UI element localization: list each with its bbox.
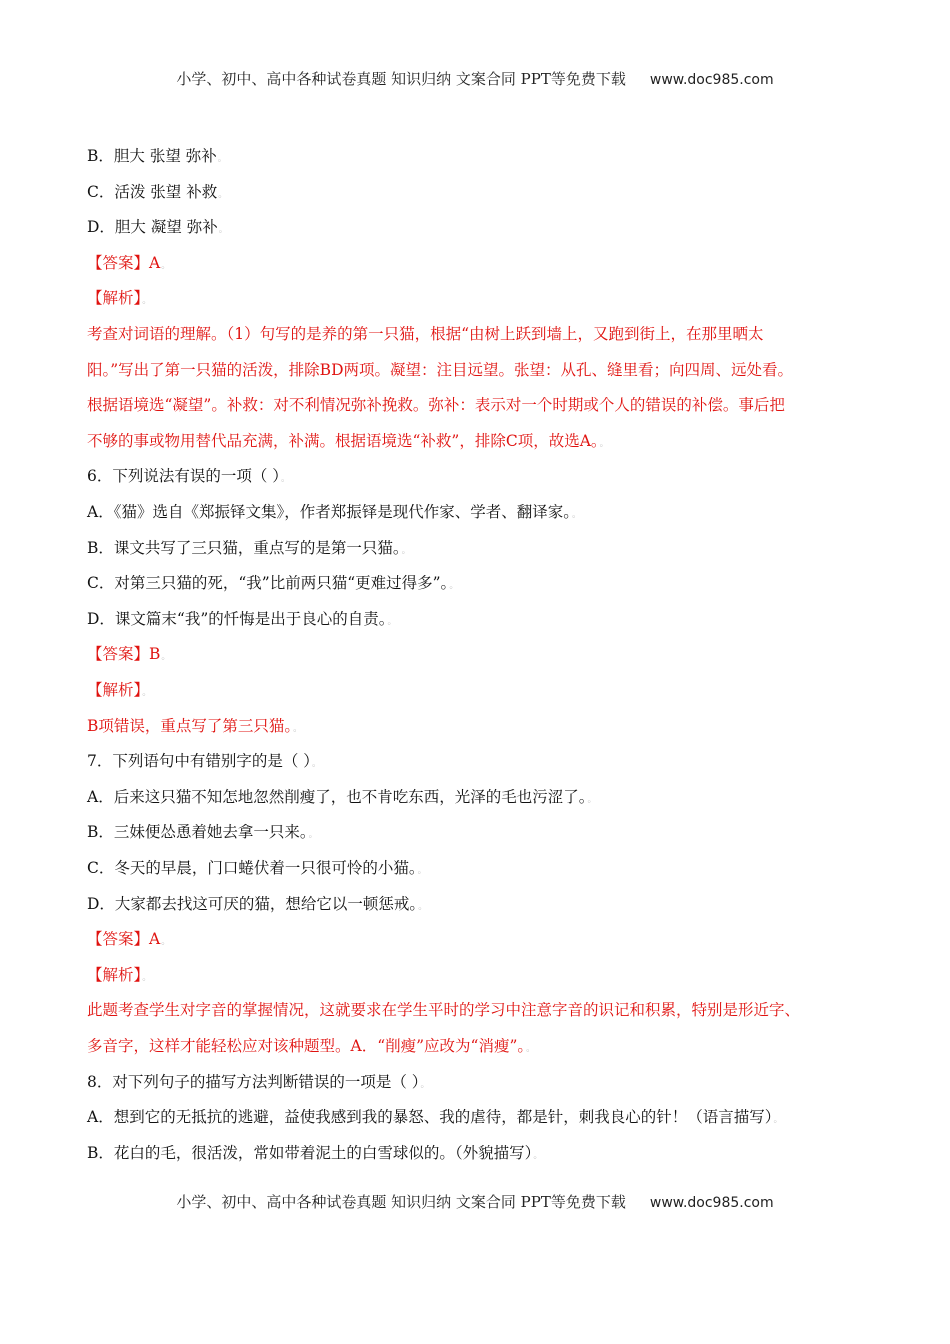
doc-line xyxy=(87,964,151,989)
doc-line-text: D．大家都去找这可厌的猫，想给它以一顿惩戒。 xyxy=(87,894,418,913)
paragraph-mark: 。 xyxy=(587,794,597,805)
doc-line-text: A．后来这只猫不知怎地忽然削瘦了，也不肯吃东西，光泽的毛也污涩了。 xyxy=(87,787,587,806)
doc-line xyxy=(87,359,793,381)
doc-line xyxy=(87,465,290,490)
doc-line-text: D．胆大 凝望 弥补 xyxy=(87,218,218,237)
doc-line-text: 考查对词语的理解。（1）句写的是养的第一只猫，根据“由树上跃到墙上，又跑到街上，在那里晒太 xyxy=(87,325,764,343)
paragraph-mark: 。 xyxy=(142,972,152,983)
paragraph-mark: 。 xyxy=(401,545,411,556)
paragraph-mark: 。 xyxy=(161,260,171,271)
doc-line xyxy=(87,430,609,455)
doc-line xyxy=(87,501,581,526)
doc-line xyxy=(87,715,302,740)
doc-line-text: 【解析】 xyxy=(87,289,142,308)
doc-line-text: 8．对下列句子的描写方法判断错误的一项是（ ） xyxy=(87,1072,420,1091)
doc-line xyxy=(87,572,458,597)
paragraph-mark: 。 xyxy=(293,723,303,734)
doc-line xyxy=(87,643,170,668)
paragraph-mark: 。 xyxy=(218,225,228,236)
doc-line-text: A．想到它的无抵抗的逃避，益使我感到我的暴怒、我的虐待，都是针，刺我良心的针！（语言描写） xyxy=(87,1108,773,1127)
doc-line xyxy=(87,1071,430,1096)
doc-line xyxy=(87,145,227,170)
doc-line-text: C．对第三只猫的死，“我”比前两只猫“更难过得多”。 xyxy=(87,574,449,593)
doc-line-text: 7．下列语句中有错别字的是（ ） xyxy=(87,752,312,771)
doc-line-text: 6．下列说法有误的一项（ ） xyxy=(87,467,281,486)
paragraph-mark: 。 xyxy=(218,189,228,200)
doc-line-text: 阳。”写出了第一只猫的活泼，排除BD两项。凝望：注目远望。张望：从孔、缝里看；向四周、远处看。 xyxy=(87,360,793,379)
paragraph-mark: 。 xyxy=(161,652,171,663)
header-url: www.doc985.com xyxy=(649,72,774,88)
doc-line xyxy=(87,679,151,704)
doc-line-text: D．课文篇末“我”的忏悔是出于良心的自责。 xyxy=(87,609,387,628)
footer-url: www.doc985.com xyxy=(649,1195,774,1211)
paragraph-mark: 。 xyxy=(142,296,152,307)
paragraph-mark: 。 xyxy=(533,1150,543,1161)
doc-line xyxy=(87,786,596,811)
paragraph-mark: 。 xyxy=(449,581,459,592)
page-header xyxy=(0,68,950,89)
doc-line-text: B．花白的毛，很活泼，常如带着泥土的白雪球似的。（外貌描写） xyxy=(87,1143,533,1162)
paragraph-mark: 。 xyxy=(773,1115,783,1126)
doc-line xyxy=(87,893,427,918)
paragraph-mark: 。 xyxy=(418,901,428,912)
paragraph-mark: 。 xyxy=(526,1044,536,1054)
doc-line-text: 不够的事或物用替代品充满，补满。根据语境选“补救”，排除C项，故选A。 xyxy=(87,431,599,450)
header-text: 小学、初中、高中各种试卷真题 知识归纳 文案合同 PPT等免费下载 xyxy=(176,70,626,88)
paragraph-mark: 。 xyxy=(387,616,397,627)
doc-line xyxy=(87,537,411,562)
doc-line-text: 多音字，这样才能轻松应对该种题型。A．“削瘦”应改为“消瘦”。 xyxy=(87,1037,526,1055)
paragraph-mark: 。 xyxy=(142,688,152,698)
doc-line-text: 【答案】A xyxy=(87,930,161,949)
doc-line-text: 【答案】A xyxy=(87,253,161,272)
doc-line xyxy=(87,252,170,277)
doc-line xyxy=(87,928,170,953)
doc-line-text: B．课文共写了三只猫，重点写的是第一只猫。 xyxy=(87,538,401,557)
doc-line-text: 【解析】 xyxy=(87,681,142,699)
doc-line xyxy=(87,1035,535,1060)
paragraph-mark: 。 xyxy=(217,154,227,164)
doc-line-text: B．三妹便怂恿着她去拿一只来。 xyxy=(87,823,308,842)
doc-line xyxy=(87,821,318,846)
paragraph-mark: 。 xyxy=(417,866,427,876)
doc-line-text: B．胆大 张望 弥补 xyxy=(87,147,217,165)
doc-line xyxy=(87,608,397,633)
doc-line-text: 根据语境选“凝望”。补救：对不利情况弥补挽救。弥补：表示对一个时期或个人的错误的补偿。事后把 xyxy=(87,396,785,415)
doc-line-text: C．冬天的早晨，门口蜷伏着一只很可怜的小猫。 xyxy=(87,859,417,877)
doc-line xyxy=(87,287,151,312)
doc-line-text: C．活泼 张望 补救 xyxy=(87,182,218,201)
doc-line xyxy=(87,181,227,206)
paragraph-mark: 。 xyxy=(599,438,609,449)
paragraph-mark: 。 xyxy=(420,1079,430,1090)
doc-line xyxy=(87,323,764,345)
page-footer xyxy=(0,1191,950,1212)
doc-line xyxy=(87,999,800,1021)
doc-line xyxy=(87,857,427,882)
doc-line-text: 此题考查学生对字音的掌握情况，这就要求在学生平时的学习中注意字音的识记和积累，特别是形近字、 xyxy=(87,1001,801,1020)
doc-line xyxy=(87,1142,542,1167)
doc-line-text: B项错误，重点写了第三只猫。 xyxy=(87,716,293,735)
footer-text: 小学、初中、高中各种试卷真题 知识归纳 文案合同 PPT等免费下载 xyxy=(176,1193,626,1211)
doc-line-text: 【答案】B xyxy=(87,645,161,664)
paragraph-mark: 。 xyxy=(281,474,291,485)
paragraph-mark: 。 xyxy=(312,759,322,770)
doc-line xyxy=(87,750,321,775)
paragraph-mark: 。 xyxy=(571,510,581,520)
doc-line-text: 【解析】 xyxy=(87,965,142,984)
doc-line xyxy=(87,394,785,416)
paragraph-mark: 。 xyxy=(308,830,318,841)
paragraph-mark: 。 xyxy=(161,937,171,948)
doc-line-text: A．《猫》选自《郑振铎文集》，作者郑振铎是现代作家、学者、翻译家。 xyxy=(87,503,571,521)
doc-line xyxy=(87,216,228,241)
doc-line xyxy=(87,1106,782,1131)
